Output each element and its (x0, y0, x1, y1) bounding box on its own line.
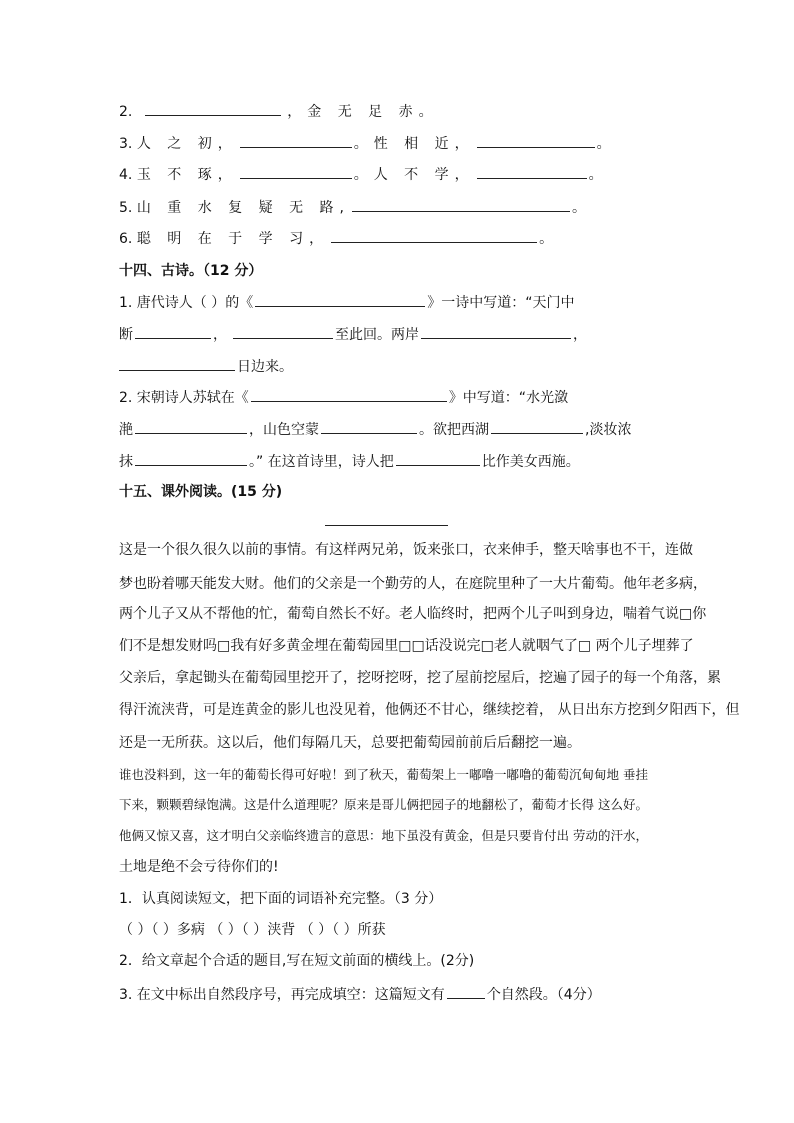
answer-blank[interactable] (331, 228, 537, 243)
answer-blank[interactable] (477, 133, 595, 148)
passage-line: 父亲后，拿起锄头在葡萄园里挖开了，挖呀挖呀，挖了屋前挖屋后，挖遍了园子的每一个角落，累 (119, 670, 721, 686)
answer-blank[interactable] (321, 419, 417, 434)
item-number: 2. (119, 104, 133, 120)
poem-q2-line1 (119, 387, 568, 408)
line-text: ，金 无 足 赤。 (287, 104, 439, 120)
fill-line-5 (119, 197, 586, 218)
reading-q1: 1．认真阅读短文，把下面的词语补充完整。（3 分） (119, 891, 443, 907)
line-text: 聪 明 在 于 学 习， (136, 231, 330, 247)
section-15-title: 十五、课外阅读。(15 分) (119, 484, 283, 500)
line-text: 。人 不 学， (353, 167, 475, 183)
line-text: 抹 (119, 454, 133, 470)
answer-blank[interactable] (119, 356, 235, 371)
line-text: 日边来。 (237, 359, 293, 375)
reading-q2: 2．给文章起个合适的题目,写在短文前面的横线上。(2分) (119, 953, 475, 969)
item-number: 4. (119, 167, 133, 183)
answer-blank[interactable] (240, 133, 352, 148)
line-text: 。 (571, 200, 586, 216)
line-text: 。 (539, 231, 554, 247)
line-text: 》一诗中写道：“天门中 (427, 295, 575, 311)
line-text: 个自然段。（4分） (486, 987, 601, 1003)
poem-q2-line3 (119, 451, 580, 472)
answer-blank[interactable] (233, 324, 333, 339)
item-number: 6. (119, 231, 133, 247)
fill-line-2 (119, 101, 439, 122)
answer-blank[interactable] (352, 197, 570, 212)
line-text: 人 之 初， (136, 136, 238, 152)
section-14-title: 十四、古诗。（12 分） (119, 263, 263, 279)
line-text: 山 重 水 复 疑 无 路, (136, 200, 350, 216)
passage-line: 还是一无所获。这以后，他们每隔几天，总要把葡萄园前前后后翻挖一遍。 (119, 735, 581, 751)
line-text: 3. 在文中标出自然段序号，再完成填空：这篇短文有 (119, 987, 445, 1003)
line-text: ，山色空蒙 (249, 422, 319, 438)
passage-line: 们不是想发财吗□我有好多黄金埋在葡萄园里□□话没说完□老人就咽气了□ 两个儿子埋葬了 (119, 638, 694, 654)
reading-q1-words[interactable]: （ ）（ ）多病 （ ）（ ）浃背 （ ）（ ）所获 (119, 922, 386, 938)
poem-q1-line1 (119, 292, 575, 313)
item-number: 5. (119, 200, 133, 216)
line-text: 。 (596, 136, 611, 152)
line-text: 滟 (119, 422, 133, 438)
answer-blank[interactable] (491, 419, 583, 434)
line-text: 》中写道：“水光潋 (448, 390, 569, 406)
line-text: ,淡妆浓 (585, 422, 632, 438)
passage-line: 谁也没料到，这一年的葡萄长得可好啦！到了秋天，葡萄架上一嘟噜一嘟噜的葡萄沉甸甸地 垂挂 (119, 767, 648, 782)
line-text: ， (573, 327, 587, 343)
answer-blank[interactable] (145, 101, 281, 116)
answer-blank[interactable] (421, 324, 571, 339)
answer-blank[interactable] (135, 451, 247, 466)
line-text: 。欲把西湖 (419, 422, 489, 438)
fill-line-6 (119, 228, 553, 249)
poem-q1-line3 (119, 356, 293, 377)
answer-blank[interactable] (255, 292, 425, 307)
fill-line-4 (119, 164, 603, 185)
passage-line: 他俩又惊又喜，这才明白父亲临终遗言的意思：地下虽没有黄金，但是只要肯付出 劳动的汗水， (119, 828, 648, 843)
reading-q3 (119, 984, 601, 1005)
answer-blank[interactable] (477, 164, 587, 179)
item-number: 3. (119, 136, 133, 152)
line-text: 比作美女西施。 (481, 454, 580, 470)
passage-line: 土地是绝不会亏待你们的! (119, 859, 279, 875)
poem-q2-line2 (119, 419, 631, 440)
passage-line: 梦也盼着哪天能发大财。他们的父亲是一个勤劳的人，在庭院里种了一大片葡萄。他年老多病， (119, 576, 707, 592)
poem-q1-line2 (119, 324, 587, 345)
fill-line-3 (119, 133, 611, 154)
answer-blank[interactable] (240, 164, 352, 179)
line-text: 断 (119, 327, 133, 343)
line-text: 至此回。两岸 (335, 327, 419, 343)
line-text: 1. 唐代诗人（ ）的《 (119, 295, 254, 311)
line-text: 。 (588, 167, 603, 183)
passage-title-blank[interactable] (325, 525, 448, 526)
line-text: 玉 不 琢， (136, 167, 238, 183)
passage-line: 得汗流浃背，可是连黄金的影儿也没见着，他俩还不甘心，继续挖着， 从日出东方挖到夕阳西下，但 (119, 702, 740, 718)
line-text: ， (213, 327, 227, 343)
line-text: 。” 在这首诗里，诗人把 (249, 454, 394, 470)
passage-line: 下来，颗颗碧绿饱满。这是什么道理呢？原来是哥儿俩把园子的地翻松了，葡萄才长得 这么好。 (119, 797, 648, 812)
answer-blank[interactable] (135, 419, 247, 434)
answer-blank[interactable] (396, 451, 480, 466)
passage-line: 两个儿子又从不帮他的忙，葡萄自然长不好。老人临终时，把两个儿子叫到身边，喘着气说□你 (119, 606, 707, 622)
answer-blank[interactable] (447, 984, 485, 999)
line-text: 。性 相 近， (353, 136, 475, 152)
passage-line: 这是一个很久很久以前的事情。有这样两兄弟，饭来张口，衣来伸手，整天啥事也不干，连做 (119, 542, 693, 558)
answer-blank[interactable] (251, 387, 447, 402)
line-text: 2. 宋朝诗人苏轼在《 (119, 390, 249, 406)
answer-blank[interactable] (135, 324, 211, 339)
